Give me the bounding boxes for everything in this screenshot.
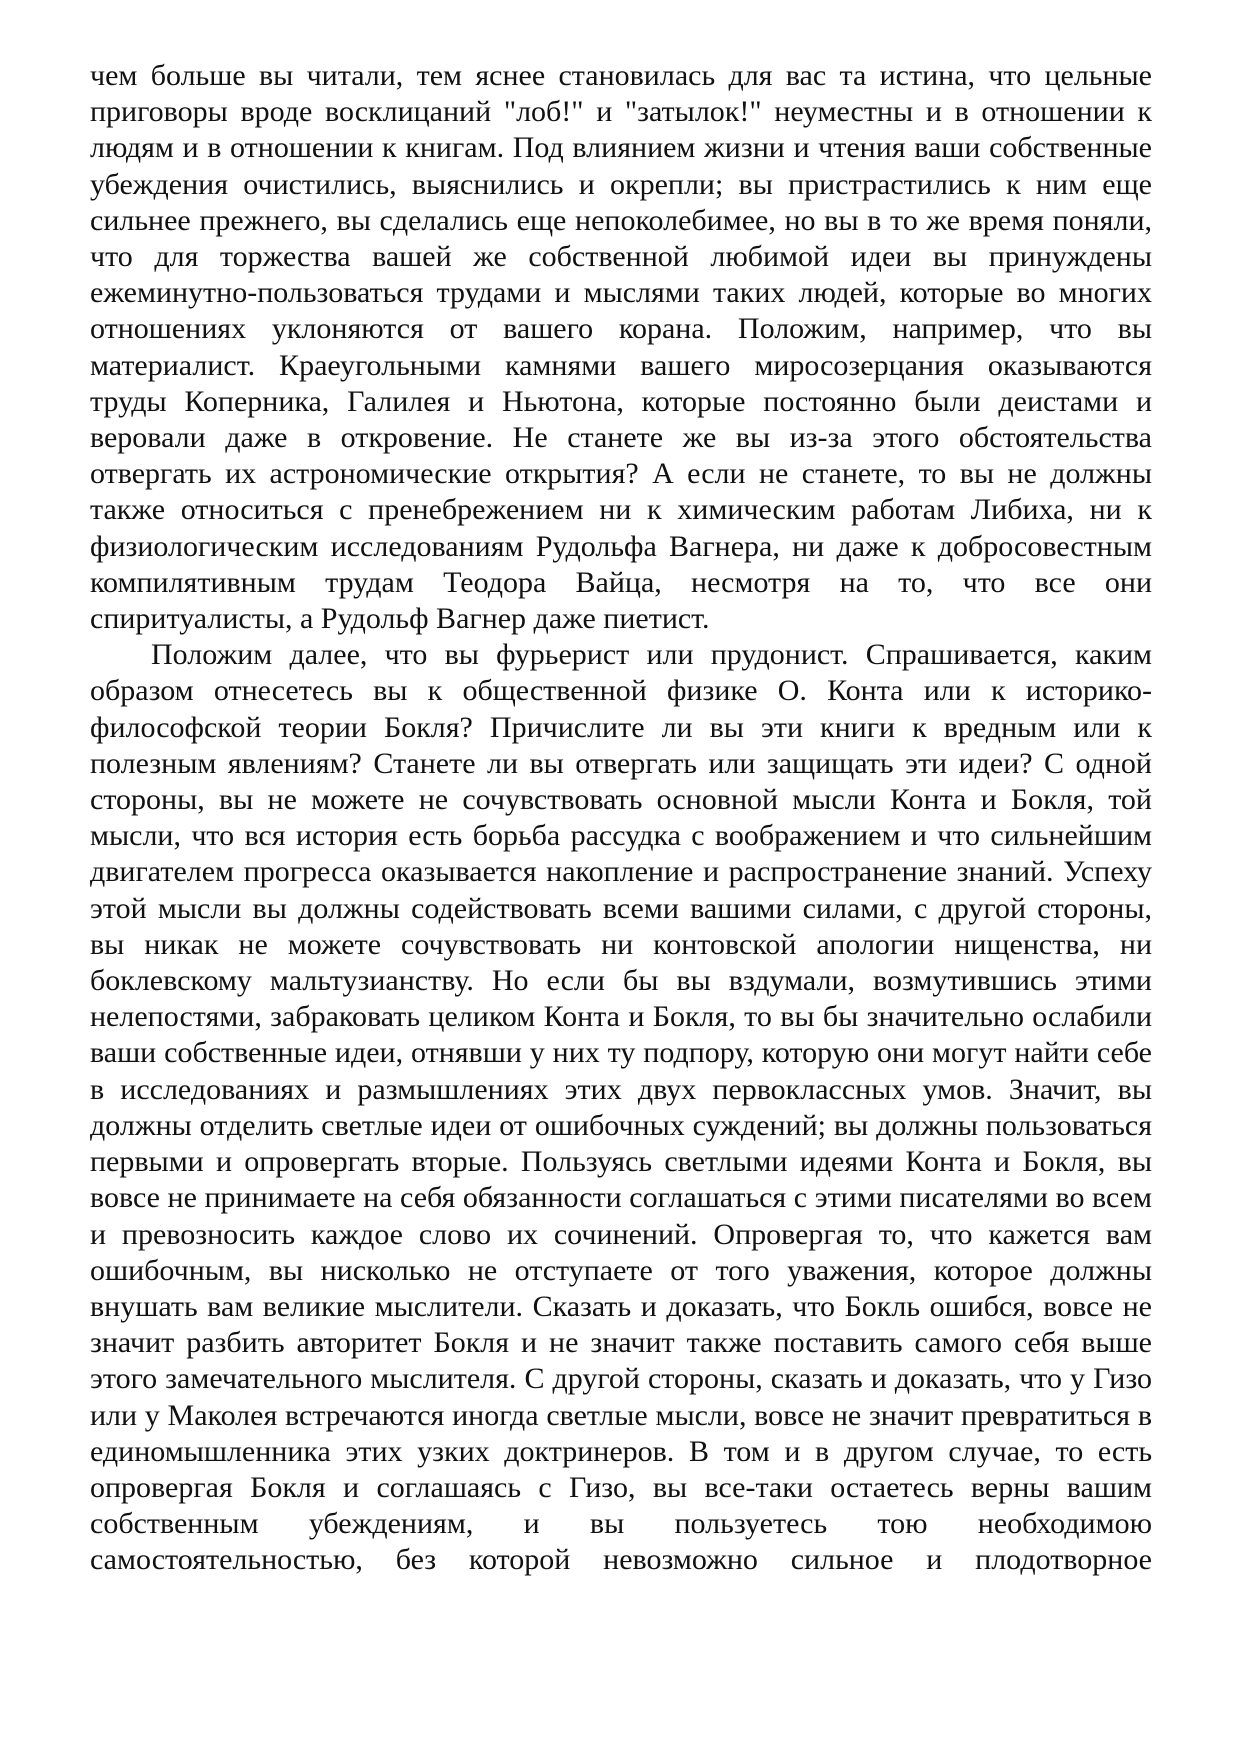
document-page: [90, 58, 1152, 1579]
paragraph-1: чем больше вы читали, тем яснее становилась для вас та истина, что цельные приговоры вроде восклицаний "лоб!" и "затылок!" неуместны и в отношении к людям и в отношении к книгам. Под влиянием жизни и чтения ваши собственные убеждения очистились, выяснились и окрепли; вы пристрастились к ним еще сильнее прежнего, вы сделались еще непоколебимее, но вы в то же время поняли, что для торжества вашей же собственной любимой идеи вы принуждены ежеминутно-пользоваться трудами и мыслями таких людей, которые во многих отношениях уклоняются от вашего корана. Положим, например, что вы материалист. Краеугольными камнями вашего миросозерцания оказываются труды Коперника, Галилея и Ньютона, которые постоянно были деистами и веровали даже в откровение. Не станете же вы из-за этого обстоятельства отвергать их астрономические открытия? А если не станете, то вы не должны также относиться с пренебрежением ни к химическим работам Либиха, ни к физиологическим исследованиям Рудольфа Вагнера, ни даже к добросовестным компилятивным трудам Теодора Вайца, несмотря на то, что все они спиритуалисты, а Рудольф Вагнер даже пиетист.: [90, 59, 1152, 636]
paragraph-2: Положим далее, что вы фурьерист или прудонист. Спрашивается, каким образом отнесетесь вы к общественной физике О. Конта или к историко-философской теории Бокля? Причислите ли вы эти книги к вредным или к полезным явлениям? Станете ли вы отвергать или защищать эти идеи? С одной стороны, вы не можете не сочувствовать основной мысли Конта и Бокля, той мысли, что вся история есть борьба рассудка с воображением и что сильнейшим двигателем прогресса оказывается накопление и распространение знаний. Успеху этой мысли вы должны содействовать всеми вашими силами, с другой стороны, вы никак не можете сочувствовать ни контовской апологии нищенства, ни боклевскому мальтузианству. Но если бы вы вздумали, возмутившись этими нелепостями, забраковать целиком Конта и Бокля, то вы бы значительно ослабили ваши собственные идеи, отнявши у них ту подпору, которую они могут найти себе в исследованиях и размышлениях этих двух первоклассных умов. Значит, вы должны отделить светлые идеи от ошибочных суждений; вы должны пользоваться первыми и опровергать вторые. Пользуясь светлыми идеями Конта и Бокля, вы вовсе не принимаете на себя обязанности соглашаться с этими писателями во всем и превозносить каждое слово их сочинений. Опровергая то, что кажется вам ошибочным, вы нисколько не отступаете от того уважения, которое должны внушать вам великие мыслители. Сказать и доказать, что Бокль ошибся, вовсе не значит разбить авторитет Бокля и не значит также поставить самого себя выше этого замечательного мыслителя. С другой стороны, сказать и доказать, что у Гизо или у Маколея встречаются иногда светлые мысли, вовсе не значит превратиться в единомышленника этих узких доктринеров. В том и в другом случае, то есть опровергая Бокля и соглашаясь с Гизо, вы все-таки остаетесь верны вашим собственным убеждениям, и вы пользуетесь тою необходимою самостоятельностью, без которой невозможно сильное и плодотворное: [90, 638, 1152, 1577]
